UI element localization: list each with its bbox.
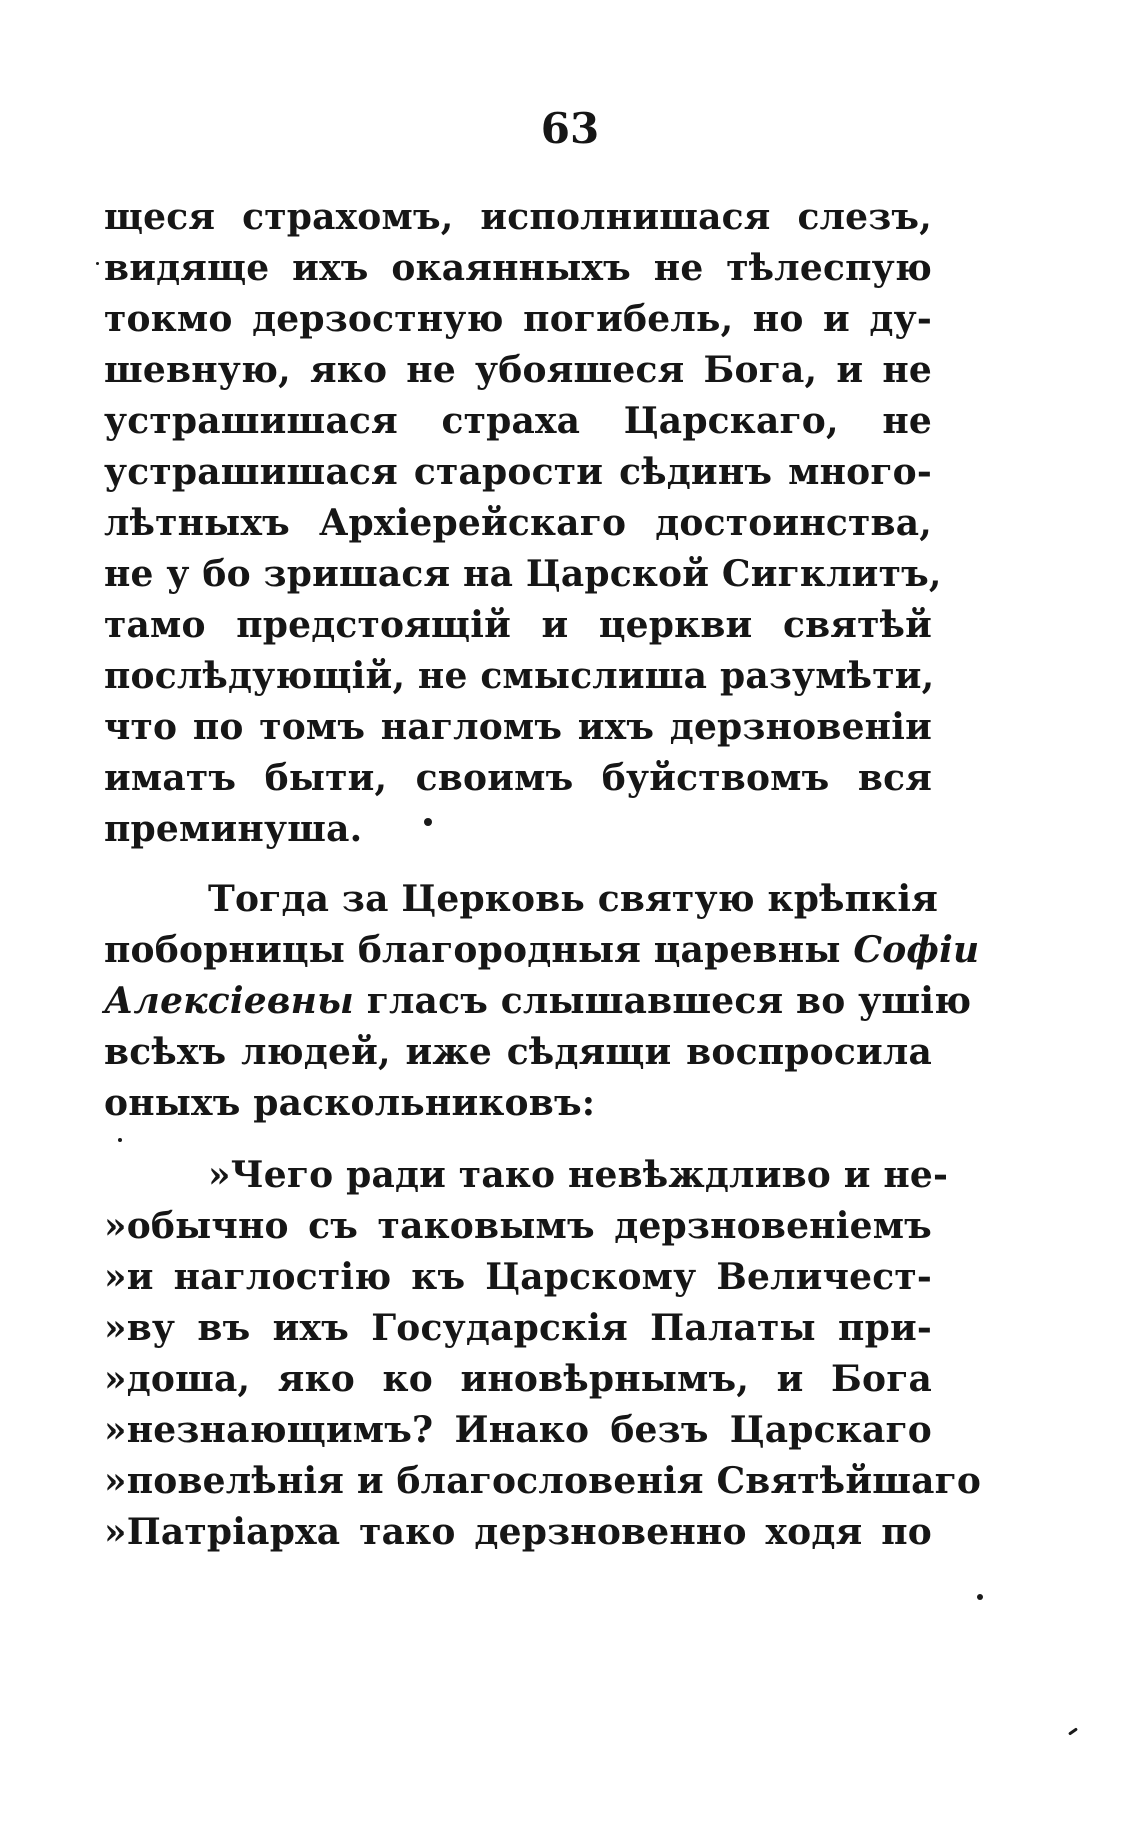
text-line: устрашишася старости сѣдинъ много- (104, 451, 932, 493)
scan-speck (1068, 1727, 1078, 1735)
paragraph-3 (104, 1150, 982, 1558)
paragraph-1 (104, 192, 942, 855)
text-line: устрашишася страха Царскаго, не (104, 400, 932, 442)
text-line: послѣдующій, не смыслиша разумѣти, (104, 655, 935, 697)
text-line: »и наглостію къ Царскому Величест- (104, 1256, 932, 1298)
scan-speck (977, 1594, 983, 1600)
name-sofia: Софіи (853, 929, 980, 971)
text-line (104, 925, 980, 976)
text-line: не у бо зришася на Царской Сигклитъ, (104, 553, 942, 595)
text-run: гласъ слышавшеся во ушію (353, 980, 972, 1022)
scan-speck (424, 818, 432, 826)
text-line: преминуша. (104, 808, 363, 850)
name-alekseevna: Алексіевны (104, 980, 354, 1022)
text-line: токмо дерзостную погибель, но и ду- (104, 298, 932, 340)
text-line: »повелѣнія и благословенія Святѣйшаго (104, 1460, 982, 1502)
text-line: оныхъ раскольниковъ: (104, 1082, 596, 1124)
text-line: что по томъ нагломъ ихъ дерзновеніи (104, 706, 932, 748)
text-line: тамо предстоящій и церкви святѣй (104, 604, 932, 646)
text-run: поборницы благородныя царевны (104, 929, 854, 971)
text-line: »Чего ради тако невѣждливо и не- (208, 1154, 949, 1196)
text-line: иматъ быти, своимъ буйствомъ вся (104, 757, 932, 799)
text-line: »незнающимъ? Инако безъ Царскаго (104, 1409, 932, 1451)
text-line: »ву въ ихъ Государскія Палаты при- (104, 1307, 932, 1349)
text-line: »Патріарха тако дерзновенно ходя по (104, 1511, 932, 1553)
text-line: шевную, яко не убояшеся Бога, и не (104, 349, 932, 391)
page-number: 63 (540, 104, 600, 153)
text-line: щеся страхомъ, исполнишася слезъ, (104, 196, 932, 238)
text-line: Тогда за Церковь святую крѣпкія (208, 878, 939, 920)
text-line: лѣтныхъ Архіерейскаго достоинства, (104, 502, 932, 544)
text-line: всѣхъ людей, иже сѣдящи воспросила (104, 1031, 932, 1073)
text-line: »обычно съ таковымъ дерзновеніемъ (104, 1205, 932, 1247)
text-line (104, 976, 972, 1027)
scan-speck (96, 262, 99, 265)
scan-speck (118, 1138, 122, 1142)
text-line: видяще ихъ окаянныхъ не тѣлеспую (104, 247, 932, 289)
paragraph-2 (104, 874, 980, 1129)
text-line: »доша, яко ко иновѣрнымъ, и Бога (104, 1358, 932, 1400)
